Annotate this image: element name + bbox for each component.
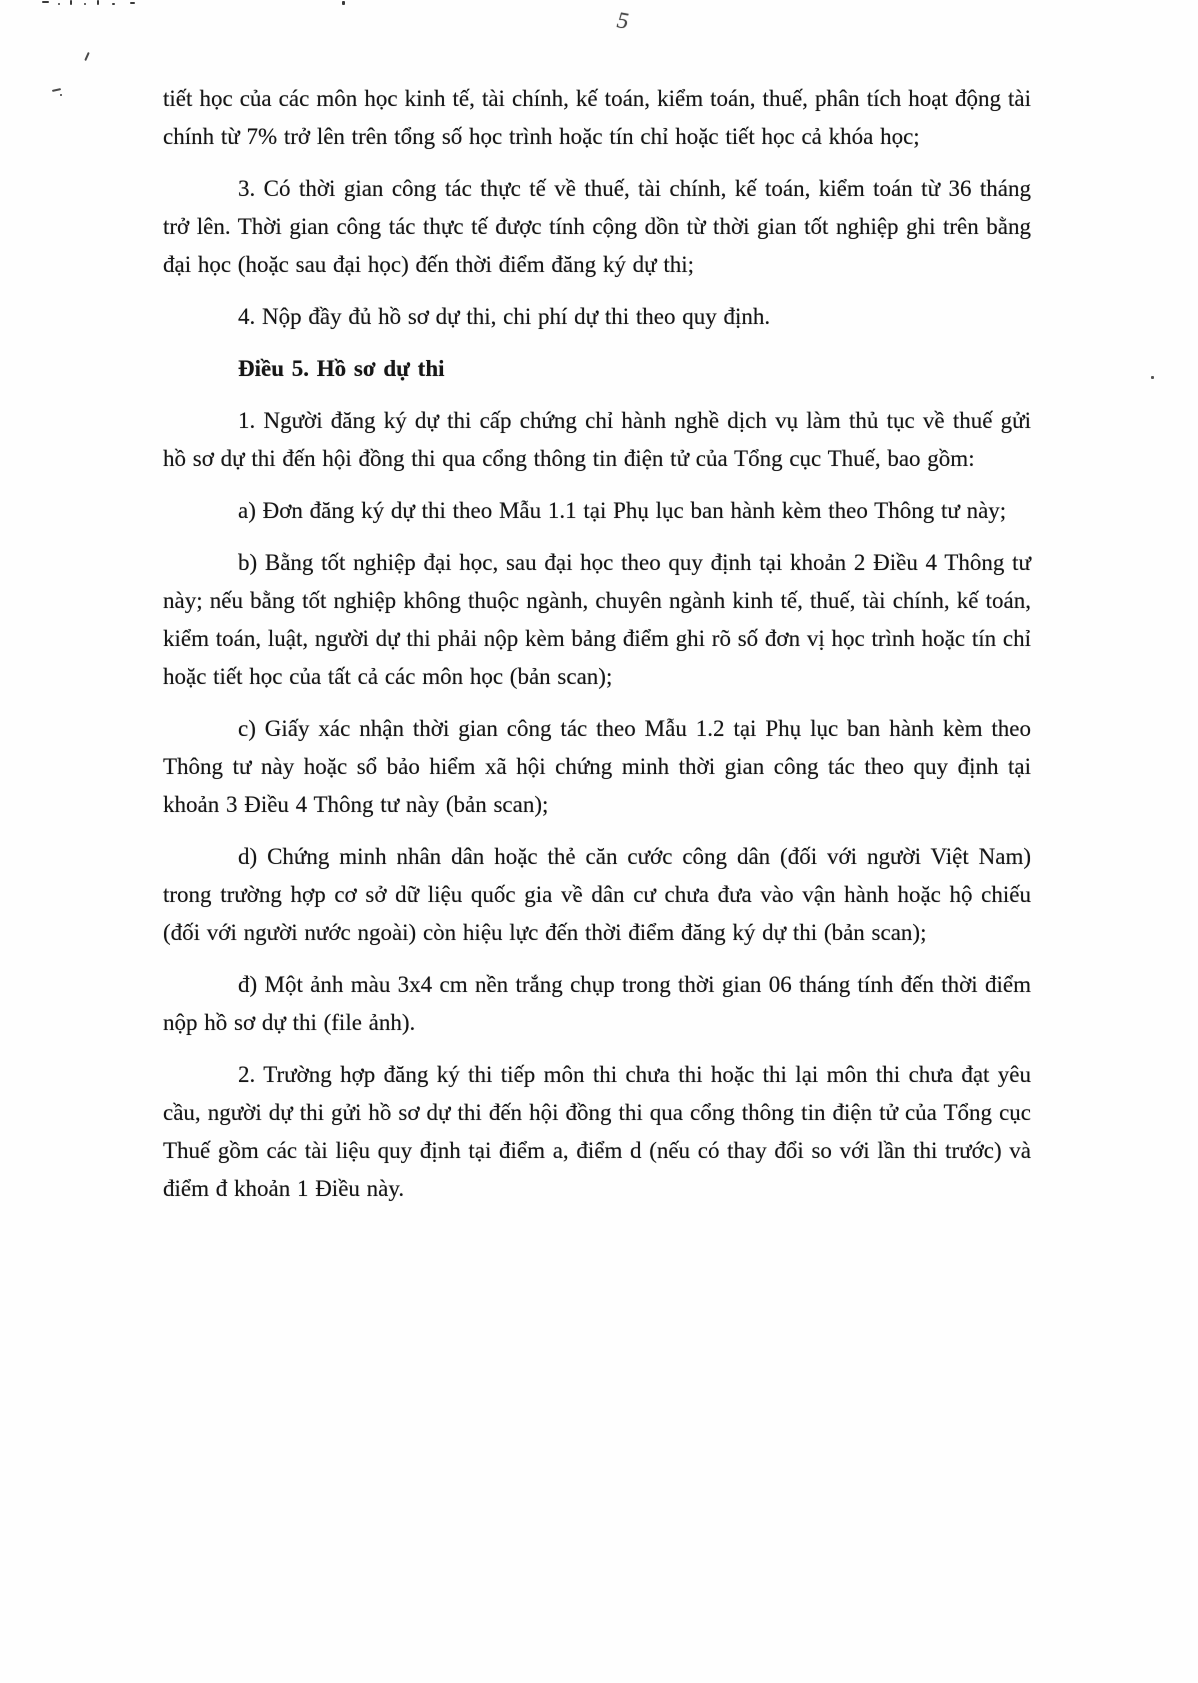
paragraph-clause-2: 2. Trường hợp đăng ký thi tiếp môn thi chưa thi hoặc thi lại môn thi chưa đạt yêu cầu, người dự thi gửi hồ sơ dự thi đến hội đồng thi qua cổng thông tin điện tử của Tổng cục Thuế gồm các tài liệu quy định tại điểm a, điểm d (nếu có thay đổi so với lần thi trước) và điểm đ khoản 1 Điều này.	[163, 1062, 1031, 1201]
article-5-heading: Điều 5. Hồ sơ dự thi	[238, 356, 445, 381]
paragraph-clause-1: 1. Người đăng ký dự thi cấp chứng chỉ hành nghề dịch vụ làm thủ tục về thuế gửi hồ sơ dự thi đến hội đồng thi qua cổng thông tin điện tử của Tổng cục Thuế, bao gồm:	[163, 408, 1031, 471]
scan-artifact	[42, 1, 49, 3]
scan-artifact	[58, 3, 60, 5]
paragraph-point-c: c) Giấy xác nhận thời gian công tác theo Mẫu 1.2 tại Phụ lục ban hành kèm theo Thông tư này hoặc sổ bảo hiểm xã hội chứng minh thời gian công tác theo quy định tại khoản 3 Điều 4 Thông tư này (bản scan);	[163, 716, 1031, 817]
scan-artifact	[112, 3, 115, 5]
paragraph-point-dd: đ) Một ảnh màu 3x4 cm nền trắng chụp trong thời gian 06 tháng tính đến thời điểm nộp hồ sơ dự thi (file ảnh).	[163, 972, 1031, 1035]
paragraph-continuation-khoan2: tiết học của các môn học kinh tế, tài chính, kế toán, kiểm toán, thuế, phân tích hoạt động tài chính từ 7% trở lên trên tổng số học trình hoặc tín chỉ hoặc tiết học cả khóa học;	[163, 86, 1031, 149]
paragraph-clause-4: 4. Nộp đầy đủ hồ sơ dự thi, chi phí dự thi theo quy định.	[238, 304, 771, 329]
scan-artifact	[52, 88, 61, 92]
scan-artifact	[1151, 376, 1154, 379]
scan-artifact	[97, 0, 99, 5]
scan-artifact	[70, 0, 72, 5]
paragraph-point-b: b) Bằng tốt nghiệp đại học, sau đại học theo quy định tại khoản 2 Điều 4 Thông tư này; nếu bằng tốt nghiệp không thuộc ngành, chuyên ngành kinh tế, thuế, tài chính, kế toán, kiểm toán, luật, người dự thi phải nộp kèm bảng điểm ghi rõ số đơn vị học trình hoặc tín chỉ hoặc tiết học của tất cả các môn học (bản scan);	[163, 550, 1031, 689]
scan-artifact	[342, 1, 345, 5]
scan-artifact	[60, 94, 62, 96]
document-body	[163, 80, 1031, 1222]
paragraph-clause-3: 3. Có thời gian công tác thực tế về thuế, tài chính, kế toán, kiểm toán từ 36 tháng trở lên. Thời gian công tác thực tế được tính cộng dồn từ thời gian tốt nghiệp ghi trên bằng đại học (hoặc sau đại học) đến thời điểm đăng ký dự thi;	[163, 176, 1031, 277]
scan-artifact	[130, 2, 135, 4]
scan-artifact	[84, 3, 86, 5]
page-number: 5	[613, 7, 633, 34]
scan-artifact	[84, 52, 89, 61]
paragraph-point-a: a) Đơn đăng ký dự thi theo Mẫu 1.1 tại Phụ lục ban hành kèm theo Thông tư này;	[238, 498, 1007, 523]
paragraph-point-d: d) Chứng minh nhân dân hoặc thẻ căn cước công dân (đối với người Việt Nam) trong trường hợp cơ sở dữ liệu quốc gia về dân cư chưa đưa vào vận hành hoặc hộ chiếu (đối với người nước ngoài) còn hiệu lực đến thời điểm đăng ký dự thi (bản scan);	[163, 844, 1031, 945]
